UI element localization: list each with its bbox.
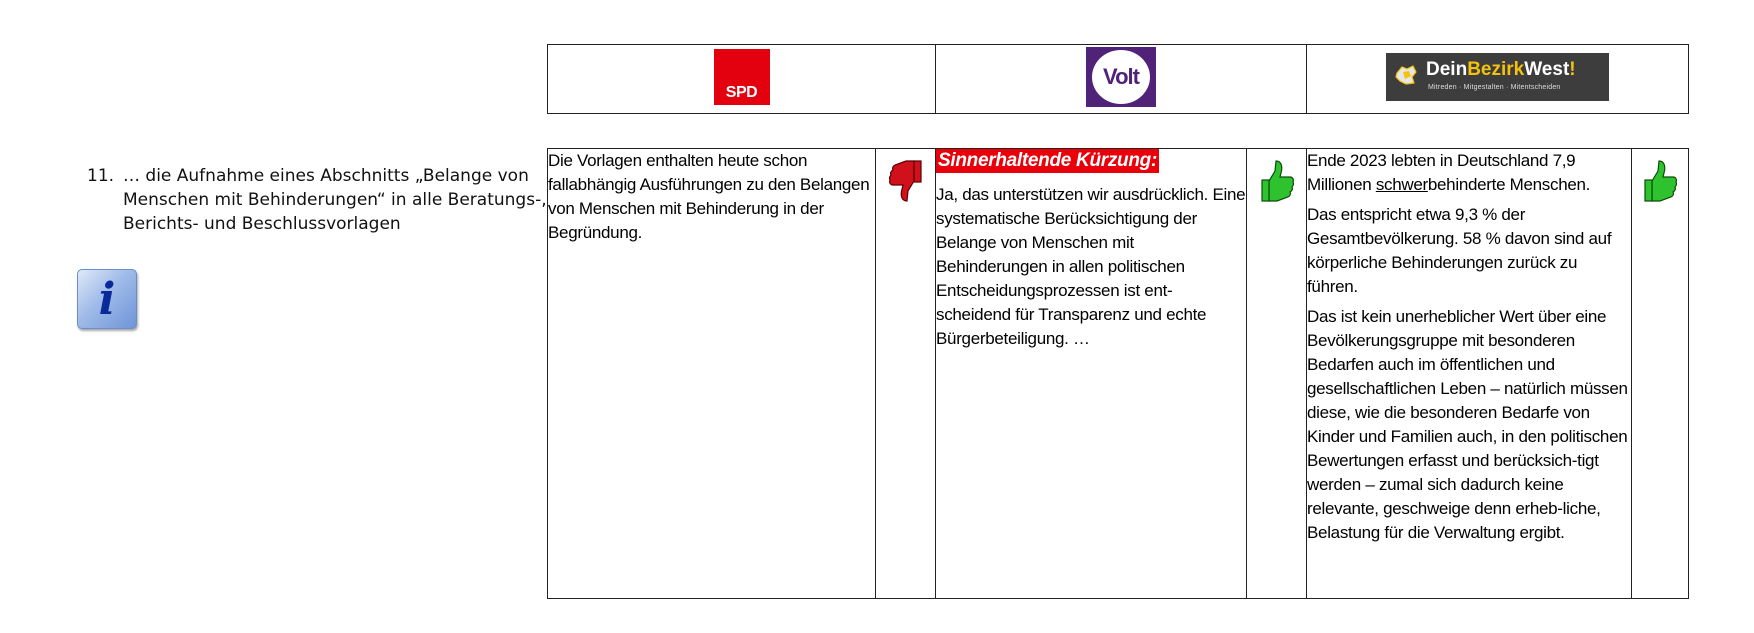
question-text: … die Aufnahme eines Abschnitts „Belange von Menschen mit Behinderungen“ in alle Beratungs-, Berichts- und Beschlussvorlagen [123, 166, 547, 234]
answer-dbw-p3: Das ist kein unerheblicher Wert über eine Bevölkerungsgruppe mit besonderen Bedarfen auch im öffentlichen und gesellschaftlichen Leben – natürlich müssen diese, wie die besonderen Bedarfe von Kinder und Familien auch, in den politischen Bewertungen erfasst und berücksich-tigt werden – zumal sich dadurch keine relevante, geschweige denn erheb-liche, Belastung für die Verwaltung ergibt. [1307, 307, 1628, 542]
party-logo-header [547, 44, 1689, 114]
logo-cell-volt [936, 45, 1307, 114]
dbw-name-part4: ! [1569, 58, 1576, 80]
answer-spd-text: Die Vorlagen enthalten heute schon fallabhängig Ausführungen zu den Belangen von Menschen mit Behinderung in der Begründung. [548, 151, 870, 242]
dbw-name-part3: West [1524, 58, 1570, 80]
dbw-logo-name [1426, 59, 1576, 81]
answer-volt-text: Ja, das unterstützen wir ausdrücklich. Eine systematische Berücksichtigung der Belange von Menschen mit Behinderungen in allen politischen Entscheidungsprozessen ist ent-scheidend für Transparenz und echte Bürgerbeteiligung. … [936, 185, 1246, 348]
question-number: 11. [87, 166, 115, 186]
answer-dbw-p2: Das entspricht etwa 9,3 % der Gesamtbevölkerung. 58 % davon sind auf körperliche Behinderungen zurück zu führen. [1307, 205, 1612, 296]
info-icon[interactable]: i [77, 269, 137, 329]
rating-cell-volt [1247, 149, 1307, 599]
answer-dbw-p1-start: Ende 2023 lebten in Deutschland 7,9 Millionen [1307, 151, 1576, 194]
thumbs-down-icon [888, 159, 924, 203]
logo-cell-dbw [1307, 45, 1689, 114]
thumbs-up-icon [1259, 159, 1295, 203]
thumbs-up-icon [1642, 159, 1678, 203]
spd-logo-text: SPD [725, 83, 758, 101]
dbw-name-part1: Dein [1426, 58, 1468, 80]
district-map-icon [1394, 63, 1418, 87]
rating-cell-spd [876, 149, 936, 599]
answers-table [547, 148, 1689, 599]
dbw-logo-tagline: Mitreden · Mitgestalten · Mitentscheiden [1428, 83, 1561, 91]
volt-label: Sinnerhaltende Kürzung: [938, 150, 1157, 171]
answer-dbw-p1 [1307, 149, 1631, 197]
answer-spd [548, 149, 876, 599]
volt-logo [1086, 47, 1156, 107]
dbw-name-part2: Bezirk [1467, 58, 1525, 80]
answer-dbw-p1-end: behinderte Menschen. [1427, 175, 1591, 194]
dbw-logo [1386, 53, 1609, 101]
answer-volt [936, 149, 1247, 599]
spd-logo [714, 49, 770, 105]
rating-cell-dbw [1632, 149, 1689, 599]
volt-logo-text: Volt [1092, 50, 1150, 104]
answer-dbw [1307, 149, 1632, 599]
answer-dbw-p1-underlined: schwer [1375, 175, 1428, 194]
logo-cell-spd [548, 45, 936, 114]
